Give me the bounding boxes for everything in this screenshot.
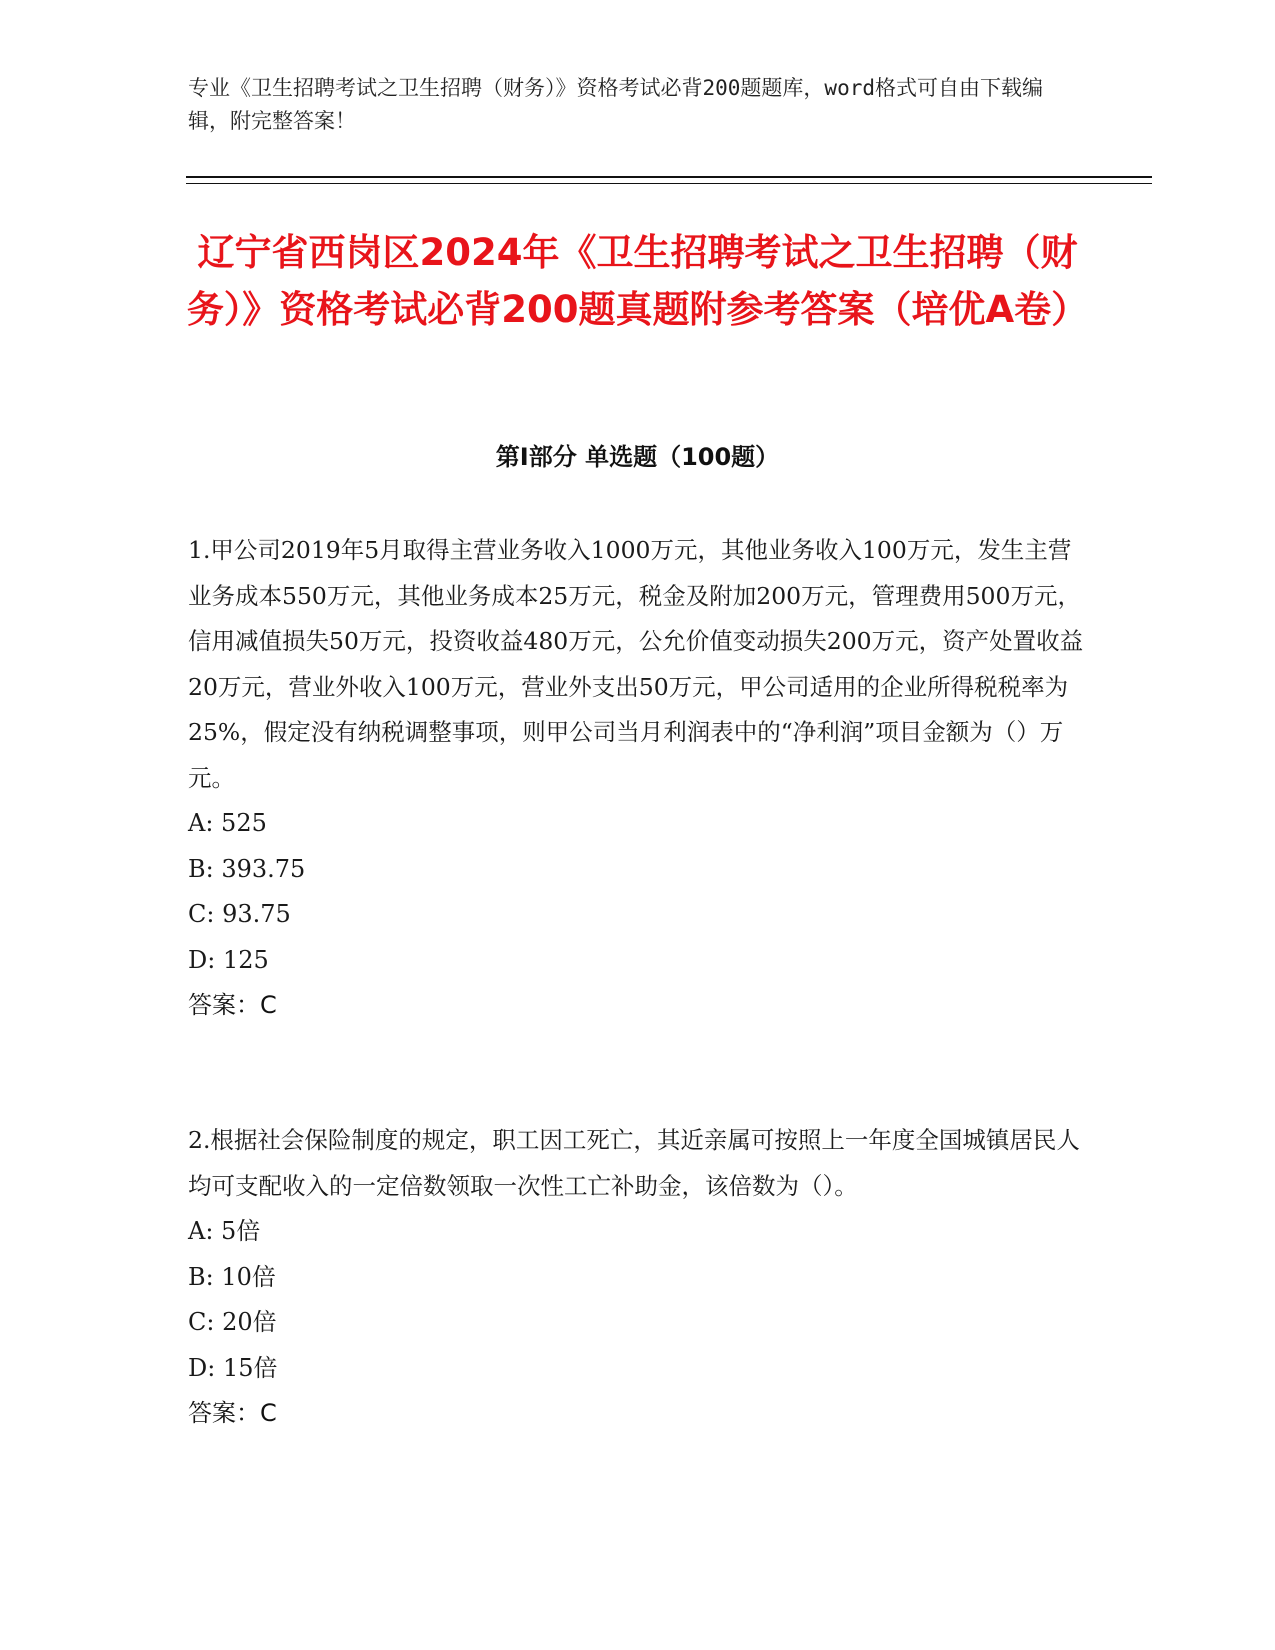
answer-line: 答案：C xyxy=(188,1399,277,1427)
question-stem: 2.根据社会保险制度的规定，职工因工死亡，其近亲属可按照上一年度全国城镇居民人均可支配收入的一定倍数领取一次性工亡补助金，该倍数为（）。 xyxy=(188,1126,1080,1200)
option-a: A: 525 xyxy=(188,809,267,837)
option-b: B: 10倍 xyxy=(188,1262,276,1291)
document-title: 辽宁省西岗区2024年《卫生招聘考试之卫生招聘（财务）》资格考试必背200题真题附参考答案（培优A卷） xyxy=(186,231,1089,331)
header-divider-thick xyxy=(186,176,1152,178)
question-stem: 1.甲公司2019年5月取得主营业务收入1000万元，其他业务收入100万元，发生主营业务成本550万元，其他业务成本25万元，税金及附加200万元，管理费用500万元，信用减值损失50万元，投资收益480万元，公允价值变动损失200万元，资产处置收益20万元，营业外收入100万元，营业外支出50万元，甲公司适用的企业所得税税率为25%，假定没有纳税调整事项，则甲公司当月利润表中的“净利润”项目金额为（）万元。 xyxy=(188,536,1084,792)
question-item xyxy=(188,528,1088,1029)
option-c: C: 20倍 xyxy=(188,1308,277,1336)
header-note: 专业《卫生招聘考试之卫生招聘（财务）》资格考试必背200题题库，word格式可自由下载编辑，附完整答案！ xyxy=(188,76,1043,133)
option-a: A: 5倍 xyxy=(188,1217,261,1245)
header-divider-thin xyxy=(186,183,1152,184)
option-c: C: 93.75 xyxy=(188,900,291,928)
section-title: 第Ⅰ部分 单选题（100题） xyxy=(495,443,780,471)
option-d: D: 125 xyxy=(188,945,269,974)
option-b: B: 393.75 xyxy=(188,854,306,883)
option-d: D: 15倍 xyxy=(188,1353,278,1382)
question-item xyxy=(188,1118,1088,1437)
answer-line: 答案：C xyxy=(188,991,277,1019)
